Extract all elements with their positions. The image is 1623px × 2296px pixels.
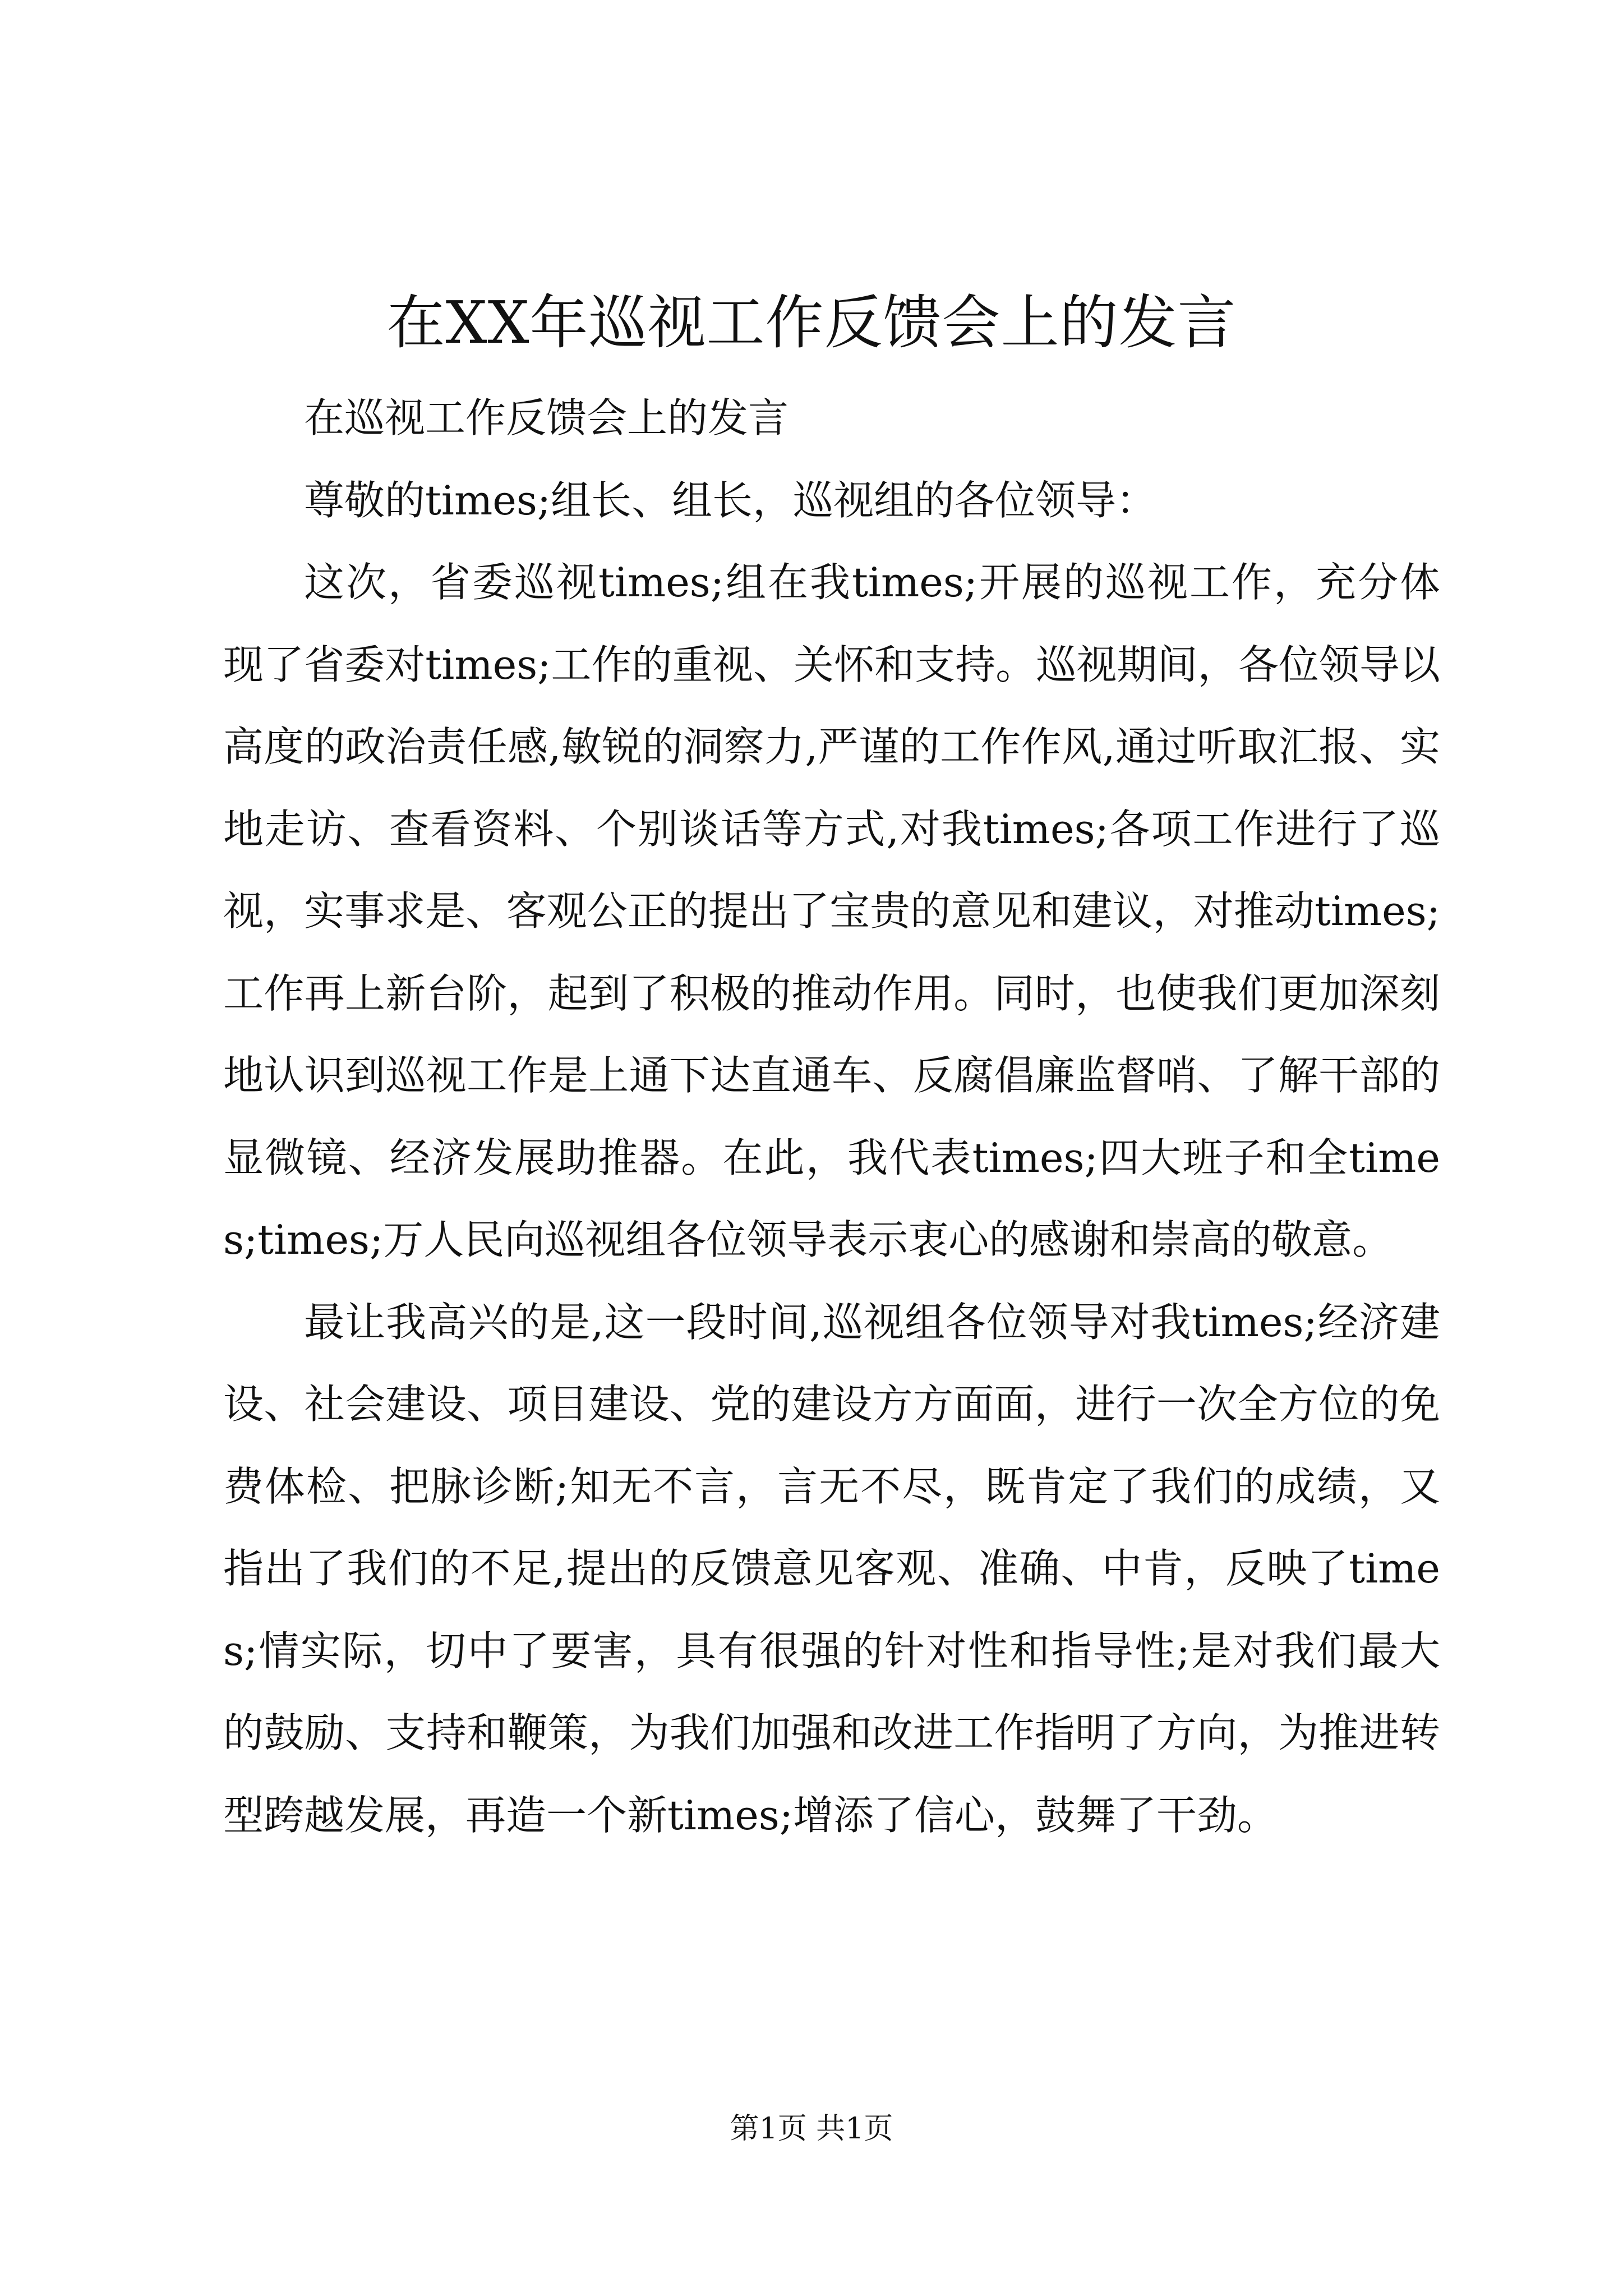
document-body bbox=[223, 377, 1440, 1856]
body-paragraph: 在巡视工作反馈会上的发言 bbox=[304, 394, 789, 441]
document-title: 在XX年巡视工作反馈会上的发言 bbox=[386, 288, 1237, 357]
page-footer: 第1页 共1页 bbox=[730, 2112, 893, 2146]
body-paragraph: 这次，省委巡视times;组在我times;开展的巡视工作，充分体现了省委对times;工作的重视、关怀和支持。巡视期间，各位领导以高度的政治责任感,敏锐的洞察力,严谨的工作作风,通过听取汇报、实地走访、查看资料、个别谈话等方式,对我times;各项工作进行了巡视，实事求是、客观公正的提出了宝贵的意见和建议，对推动times;工作再上新台阶，起到了积极的推动作用。同时，也使我们更加深刻地认识到巡视工作是上通下达直通车、反腐倡廉监督哨、了解干部的显微镜、经济发展助推器。在此，我代表times;四大班子和全times;times;万人民向巡视组各位领导表示衷心的感谢和崇高的敬意。 bbox=[223, 559, 1440, 1263]
body-paragraph: 最让我高兴的是,这一段时间,巡视组各位领导对我times;经济建设、社会建设、项目建设、党的建设方方面面，进行一次全方位的免费体检、把脉诊断;知无不言，言无不尽，既肯定了我们的成绩，又指出了我们的不足,提出的反馈意见客观、准确、中肯，反映了times;情实际，切中了要害，具有很强的针对性和指导性;是对我们最大的鼓励、支持和鞭策，为我们加强和改进工作指明了方向，为推进转型跨越发展，再造一个新times;增添了信心，鼓舞了干劲。 bbox=[223, 1298, 1440, 1839]
body-paragraph: 尊敬的times;组长、组长，巡视组的各位领导： bbox=[304, 476, 1157, 524]
